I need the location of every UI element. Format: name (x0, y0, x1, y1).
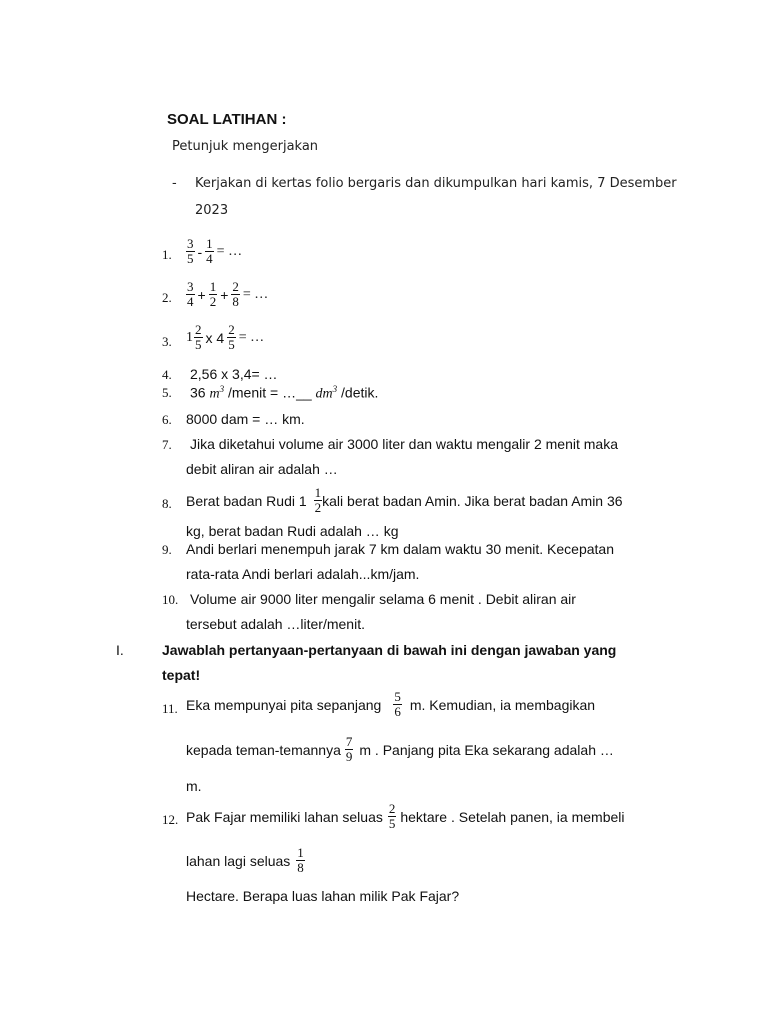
q3-expression (186, 323, 264, 352)
q3-fraction-b: $\frac{2}{5}$ (228, 322, 235, 352)
q1-tail: = … (216, 243, 243, 259)
q11-line-2: kepada teman-temannya $\frac{7}{9}$ m . Panjang pita Eka sekarang adalah … (186, 734, 614, 764)
q11-line-1: Eka mempunyai pita sepanjang $\frac{5}{6}$ m. Kemudian, ia membagikan (186, 689, 596, 719)
q2-tail: = … (242, 286, 269, 302)
instruction-dash: - (172, 176, 177, 191)
q8-line-2: kg, berat badan Rudi adalah … kg (186, 523, 399, 539)
q1-expression (183, 237, 242, 266)
page-title: SOAL LATIHAN : (167, 111, 287, 128)
q11-fraction-2: $\frac{7}{9}$ (345, 734, 353, 764)
q7-number: 7. (162, 437, 172, 452)
q11-fraction-1: $\frac{5}{6}$ (394, 689, 401, 719)
q11-line-3: m. (186, 778, 202, 794)
section-heading-line-1: Jawablah pertanyaan-pertanyaan di bawah ini dengan jawaban yang (162, 642, 617, 658)
q2-operator-1: + (197, 286, 206, 303)
q2-fraction-b: $\frac{1}{2}$ (209, 279, 217, 309)
q4-number: 4. (162, 367, 172, 382)
q12-line-2: lahan lagi seluas $\frac{1}{8}$ (186, 845, 304, 875)
q12-fraction-1: $\frac{2}{5}$ (388, 801, 396, 831)
q7-line-2: debit aliran air adalah … (186, 461, 338, 477)
q2-fraction-a: $\frac{3}{4}$ (187, 279, 194, 309)
q1-fraction-b: $\frac{1}{4}$ (206, 236, 213, 266)
q5-number: 5. (162, 385, 172, 400)
q9-number: 9. (162, 542, 172, 557)
q12-number: 12. (162, 812, 179, 827)
q12-line-1: Pak Fajar memiliki lahan seluas $\frac{2}{5}$ hektare . Setelah panen, ia membeli (186, 801, 625, 831)
q12-line-3: Hectare. Berapa luas lahan milik Pak Fajar? (186, 888, 460, 904)
q2-fraction-c: $\frac{2}{8}$ (232, 279, 239, 309)
q1-operator: - (197, 243, 203, 260)
q2-number: 2. (162, 290, 172, 305)
q9-line-1: Andi berlari menempuh jarak 7 km dalam waktu 30 menit. Kecepatan (186, 541, 614, 557)
q3-fraction-a: $\frac{2}{5}$ (195, 322, 202, 352)
q6-text: 8000 dam = … km. (186, 411, 305, 427)
q10-number: 10. (162, 592, 179, 607)
instruction-line-2: 2023 (195, 203, 229, 218)
q2-operator-2: + (220, 286, 229, 303)
q12-fraction-2: $\frac{1}{8}$ (297, 845, 304, 875)
q9-line-2: rata-rata Andi berlari adalah...km/jam. (186, 566, 420, 582)
q10-line-1: Volume air 9000 liter mengalir selama 6 menit . Debit aliran air (190, 591, 576, 607)
q7-line-1: Jika diketahui volume air 3000 liter dan waktu mengalir 2 menit maka (190, 436, 618, 452)
section-roman-numeral: I. (116, 642, 124, 658)
section-heading-line-2: tepat! (162, 667, 201, 683)
q3-number: 3. (162, 334, 172, 349)
q8-fraction: $\frac{1}{2}$ (314, 485, 322, 515)
q1-fraction-a: $\frac{3}{5}$ (187, 236, 194, 266)
q10-line-2: tersebut adalah …liter/menit. (186, 616, 365, 632)
instruction-line-1: Kerjakan di kertas folio bergaris dan dikumpulkan hari kamis, 7 Desember (195, 176, 677, 191)
q2-expression (183, 280, 268, 309)
q3-whole: 1 (186, 329, 193, 345)
q3-multiplier: x 4 (205, 329, 225, 346)
q6-number: 6. (162, 412, 172, 427)
q11-number: 11. (162, 701, 178, 716)
q8-line-1: Berat badan Rudi 1 $\frac{1}{2}$ kali berat badan Amin. Jika berat badan Amin 36 (186, 485, 623, 515)
q3-tail: = … (238, 329, 265, 345)
q4-text: 2,56 x 3,4= … (190, 366, 278, 382)
q8-number: 8. (162, 496, 172, 511)
q1-number: 1. (162, 247, 172, 262)
instruction-heading: Petunjuk mengerjakan (172, 139, 319, 154)
q5-text: 36 $m^3$ /menit = …__ $dm^3$ /detik. (190, 384, 379, 402)
